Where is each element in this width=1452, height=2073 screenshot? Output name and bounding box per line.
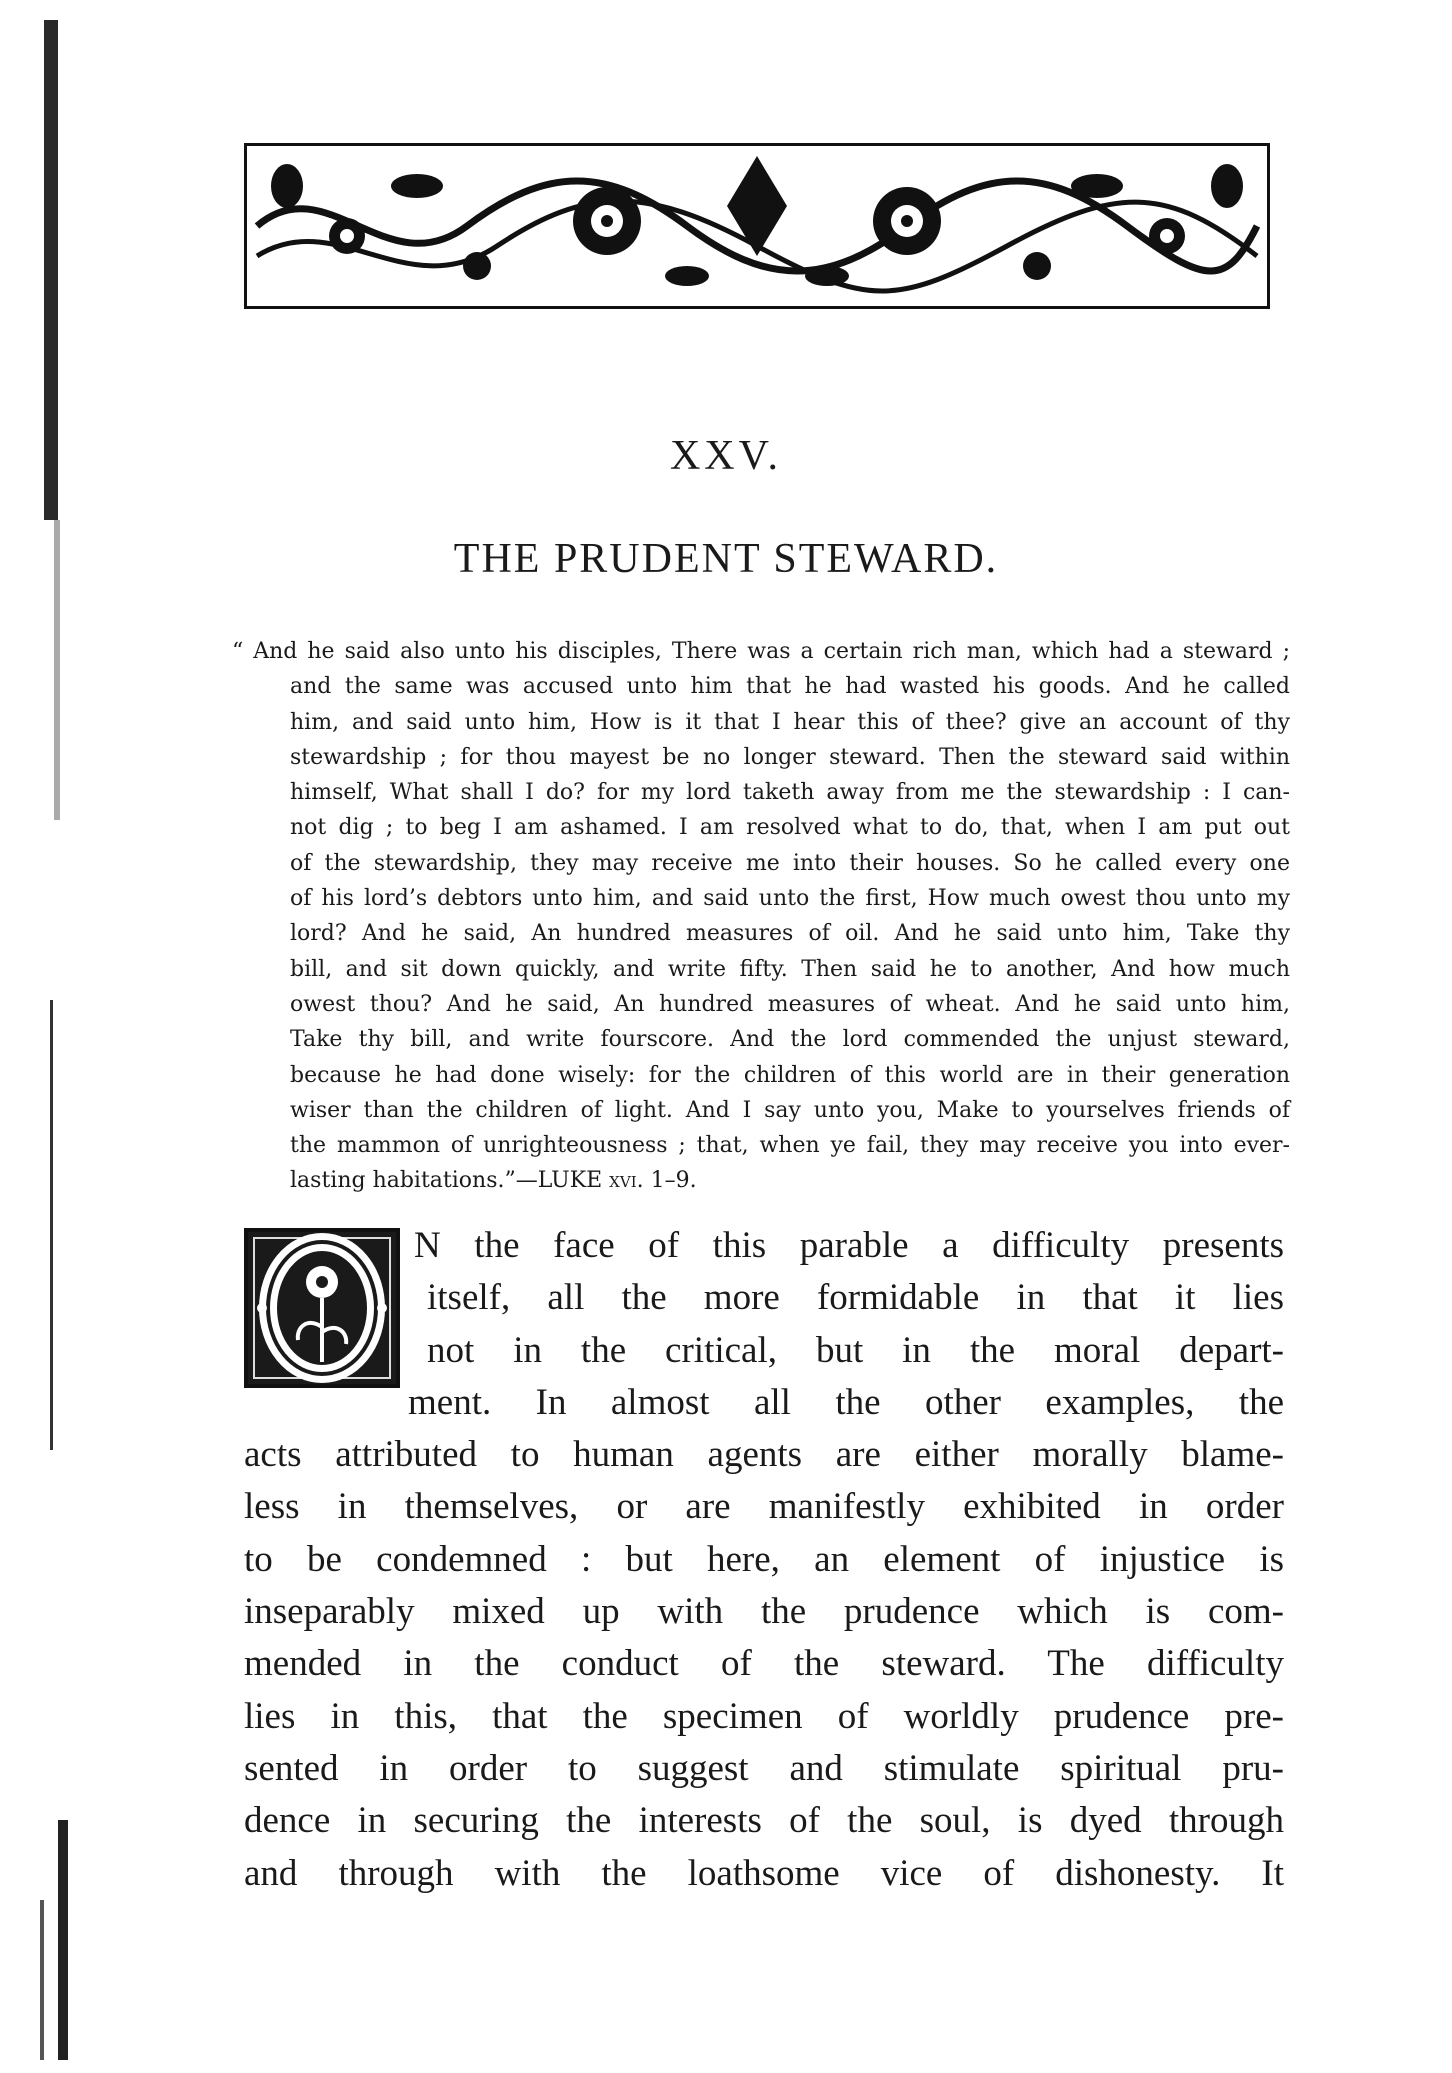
chapter-title: THE PRUDENT STEWARD.	[453, 536, 999, 582]
scripture-line: him, and said unto him, How is it that I hear this of thee? give an account of thy	[290, 709, 1290, 735]
scripture-line: of his lord’s debtors unto him, and said unto the first, How much owest thou unto my	[290, 886, 1290, 912]
chapter-body	[244, 1220, 1284, 1900]
body-line: ment. In almost all the other examples, the	[408, 1381, 1284, 1423]
body-line: less in themselves, or are manifestly exhibited in order	[244, 1486, 1284, 1528]
body-line: sented in order to suggest and stimulate spiritual pru-	[244, 1747, 1284, 1789]
scripture-line: because he had done wisely: for the children of this world are in their generation	[290, 1062, 1290, 1088]
scripture-line: and the same was accused unto him that he had wasted his goods. And he called	[290, 674, 1290, 700]
ornamental-header-banner	[244, 143, 1270, 309]
body-line: mended in the conduct of the steward. The difficulty	[244, 1643, 1284, 1685]
scripture-line: lord? And he said, An hundred measures of oil. And he said unto him, Take thy	[290, 921, 1290, 947]
scripture-line: not dig ; to beg I am ashamed. I am resolved what to do, that, when I am put out	[290, 815, 1290, 841]
body-line: itself, all the more formidable in that it lies	[427, 1277, 1284, 1319]
scripture-citation: LUKE xvi. 1–9.	[537, 1168, 697, 1194]
scripture-line: of the stewardship, they may receive me into their houses. So he called every one	[290, 850, 1290, 876]
scripture-line: bill, and sit down quickly, and write fifty. Then said he to another, And how much	[290, 956, 1290, 982]
body-line: not in the critical, but in the moral depart-	[427, 1329, 1284, 1371]
floral-ornament	[247, 146, 1267, 306]
scripture-line-text: lasting habitations.”—	[290, 1168, 538, 1194]
scripture-line: “ And he said also unto his disciples, There was a certain rich man, which had a steward ;	[232, 639, 1290, 664]
scripture-line: owest thou? And he said, An hundred measures of wheat. And he said unto him,	[290, 991, 1290, 1017]
scripture-line: wiser than the children of light. And I say unto you, Make to yourselves friends of	[290, 1097, 1290, 1123]
body-line: inseparably mixed up with the prudence which is com-	[244, 1591, 1284, 1633]
body-line: acts attributed to human agents are either morally blame-	[244, 1434, 1284, 1476]
chapter-number: XXV.	[669, 433, 783, 479]
body-line: and through with the loathsome vice of dishonesty. It	[244, 1852, 1284, 1894]
scripture-line: stewardship ; for thou mayest be no longer steward. Then the steward said within	[290, 744, 1290, 770]
scripture-epigraph	[232, 634, 1290, 1199]
scripture-line: Take thy bill, and write fourscore. And the lord commended the unjust steward,	[290, 1027, 1290, 1053]
body-line: dence in securing the interests of the soul, is dyed through	[244, 1800, 1284, 1842]
binding-shadow	[30, 20, 70, 2060]
body-line: N the face of this parable a difficulty presents	[414, 1225, 1284, 1266]
body-line: lies in this, that the specimen of worldly prudence pre-	[244, 1695, 1284, 1737]
body-line: to be condemned : but here, an element of injustice is	[244, 1538, 1284, 1580]
scripture-line: the mammon of unrighteousness ; that, when ye fail, they may receive you into ever-	[290, 1133, 1290, 1159]
scripture-line-last	[290, 1163, 1290, 1198]
scripture-line: himself, What shall I do? for my lord taketh away from me the stewardship : I can-	[290, 780, 1290, 806]
